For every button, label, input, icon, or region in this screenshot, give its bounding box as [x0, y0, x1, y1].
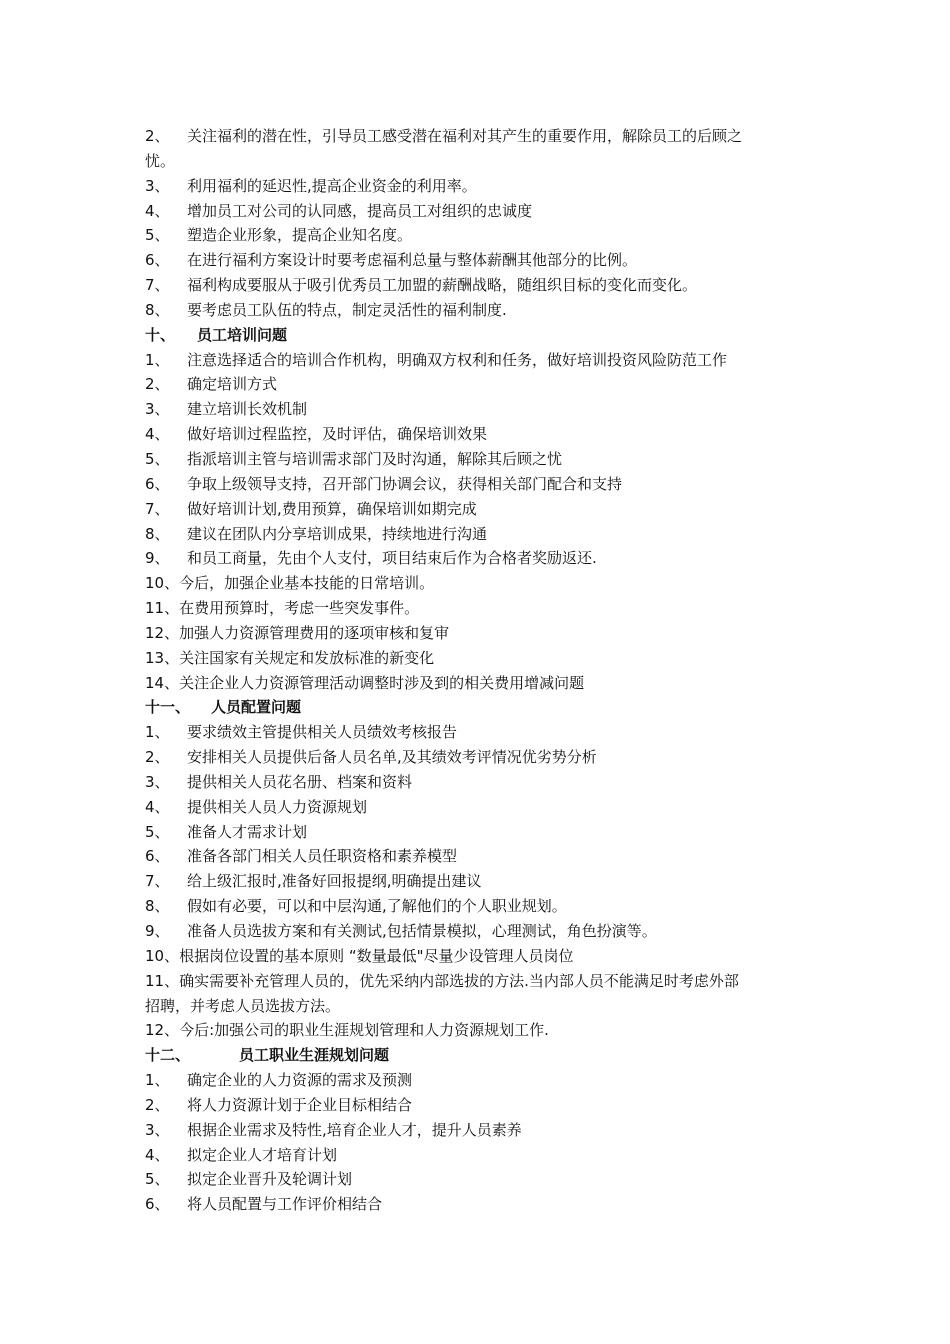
section-number: 十二、: [145, 1046, 191, 1065]
item-text: 将人员配置与工作评价相结合: [187, 1195, 383, 1214]
item-text: 要考虑员工队伍的特点，制定灵活性的福利制度.: [187, 300, 507, 319]
item-text: 今后:加强公司的职业生涯规划管理和人力资源规划工作.: [179, 1021, 549, 1040]
list-item: [145, 770, 810, 795]
item-text: 在费用预算时，考虑一些突发事件。: [179, 599, 420, 618]
item-number: 5、: [145, 822, 170, 841]
item-number: 4、: [145, 201, 170, 220]
item-text: 提供相关人员花名册、档案和资料: [187, 772, 413, 791]
list-item: [145, 174, 810, 199]
item-number: 11、: [145, 599, 180, 618]
item-number: 1、: [145, 1071, 170, 1090]
item-number: 9、: [145, 922, 170, 940]
item-text: 准备人才需求计划: [187, 822, 308, 841]
item-number: 9、: [145, 549, 170, 568]
list-item: [145, 646, 810, 671]
item-text: 拟定企业人才培育计划: [187, 1145, 338, 1164]
item-text: 假如有必要，可以和中层沟通,了解他们的个人职业规划。: [187, 897, 567, 916]
item-number: 1、: [145, 723, 170, 742]
section-heading-career: [145, 1043, 810, 1068]
list-item: [145, 497, 810, 522]
item-number: 7、: [145, 499, 170, 518]
list-item: [145, 422, 810, 447]
list-item: [145, 1143, 810, 1168]
item-number: 2、: [145, 127, 170, 145]
item-text: 确定企业的人力资源的需求及预测: [187, 1071, 413, 1090]
item-text: 根据企业需求及特性,培育企业人才，提升人员素养: [187, 1120, 522, 1139]
item-number: 3、: [145, 400, 170, 419]
item-number: 2、: [145, 1095, 170, 1114]
item-text: 关注国家有关规定和发放标准的新变化: [179, 648, 435, 667]
list-item: [145, 1192, 810, 1217]
list-item: [145, 869, 810, 894]
list-item: [145, 745, 810, 770]
item-number: 14、: [145, 673, 180, 692]
item-number: 3、: [145, 176, 170, 195]
item-number: 10、: [145, 574, 180, 593]
item-text: 给上级汇报时,准备好回报提纲,明确提出建议: [187, 872, 482, 891]
item-text: 塑造企业形象，提高企业知名度。: [187, 226, 413, 245]
list-item: [145, 944, 810, 969]
item-number: 4、: [145, 425, 170, 444]
section-title: 员工职业生涯规划问题: [239, 1046, 390, 1065]
item-text: 忧。: [145, 151, 176, 170]
item-number: 8、: [145, 524, 170, 543]
list-item-continuation: [145, 994, 810, 1019]
list-item: [145, 894, 810, 919]
item-number: 4、: [145, 1145, 170, 1164]
list-item-continuation: [145, 149, 810, 174]
item-number: 12、: [145, 623, 180, 642]
list-item: [145, 820, 810, 845]
item-number: 12、: [145, 1021, 180, 1040]
item-text: 指派培训主管与培训需求部门及时沟通，解除其后顾之忧: [187, 449, 563, 468]
item-number: 2、: [145, 375, 170, 394]
item-text: 加强人力资源管理费用的逐项审核和复审: [179, 623, 450, 642]
list-item: [145, 199, 810, 224]
item-text: 做好培训过程监控，及时评估，确保培训效果: [187, 425, 488, 444]
list-item: [145, 844, 810, 869]
list-item: [145, 372, 810, 397]
item-text: 增加员工对公司的认同感，提高员工对组织的忠诚度: [187, 201, 533, 220]
list-item: [145, 124, 810, 149]
list-item: [145, 546, 810, 571]
item-text: 确实需要补充管理人员的，优先采纳内部选拔的方法.当内部人员不能满足时考虑外部: [179, 971, 739, 990]
item-number: 3、: [145, 1120, 170, 1139]
list-item: [145, 472, 810, 497]
item-text: 准备各部门相关人员任职资格和素养模型: [187, 847, 458, 866]
item-text: 准备人员选拔方案和有关测试,包括情景模拟，心理测试，角色扮演等。: [187, 922, 657, 940]
item-number: 6、: [145, 474, 170, 493]
section-heading-training: [145, 323, 810, 348]
section-number: 十一、: [145, 698, 191, 717]
item-text: 要求绩效主管提供相关人员绩效考核报告: [187, 723, 458, 742]
list-item: [145, 596, 810, 621]
item-number: 13、: [145, 648, 180, 667]
item-number: 7、: [145, 872, 170, 891]
item-number: 1、: [145, 350, 170, 369]
item-text: 提供相关人员人力资源规划: [187, 797, 368, 816]
list-item: [145, 1068, 810, 1093]
item-number: 5、: [145, 449, 170, 468]
item-number: 7、: [145, 276, 170, 295]
item-text: 确定培训方式: [187, 375, 278, 394]
list-item: [145, 795, 810, 820]
list-item: [145, 348, 810, 373]
list-item: [145, 1093, 810, 1118]
list-item: [145, 720, 810, 745]
item-number: 5、: [145, 226, 170, 245]
item-text: 建立培训长效机制: [187, 400, 308, 419]
item-text: 注意选择适合的培训合作机构，明确双方权利和任务，做好培训投资风险防范工作: [187, 350, 728, 369]
item-text: 争取上级领导支持，召开部门协调会议，获得相关部门配合和支持: [187, 474, 623, 493]
item-text: 和员工商量，先由个人支付，项目结束后作为合格者奖励返还.: [187, 549, 597, 568]
item-text: 根据岗位设置的基本原则 “数量最低"尽量少设管理人员岗位: [179, 946, 574, 965]
item-number: 11、: [145, 971, 180, 990]
list-item: [145, 1118, 810, 1143]
item-text: 安排相关人员提供后备人员名单,及其绩效考评情况优劣势分析: [187, 748, 597, 767]
list-item: [145, 1018, 810, 1043]
item-text: 关注福利的潜在性，引导员工感受潜在福利对其产生的重要作用，解除员工的后顾之: [187, 127, 743, 145]
item-text: 招聘，并考虑人员选拔方法。: [145, 996, 341, 1015]
item-number: 5、: [145, 1170, 170, 1189]
list-item: [145, 621, 810, 646]
item-number: 6、: [145, 1195, 170, 1214]
item-text: 福利构成要服从于吸引优秀员工加盟的薪酬战略，随组织目标的变化而变化。: [187, 276, 698, 295]
list-item: [145, 919, 810, 944]
item-text: 今后，加强企业基本技能的日常培训。: [179, 574, 435, 593]
list-item: [145, 298, 810, 323]
list-item: [145, 223, 810, 248]
list-item: [145, 671, 810, 696]
item-text: 做好培训计划,费用预算，确保培训如期完成: [187, 499, 477, 518]
item-text: 在进行福利方案设计时要考虑福利总量与整体薪酬其他部分的比例。: [187, 251, 638, 270]
item-text: 利用福利的延迟性,提高企业资金的利用率。: [187, 176, 477, 195]
item-number: 4、: [145, 797, 170, 816]
item-number: 10、: [145, 946, 180, 965]
item-number: 3、: [145, 772, 170, 791]
section-title: 员工培训问题: [197, 325, 288, 344]
list-item: [145, 969, 810, 994]
item-text: 将人力资源计划于企业目标相结合: [187, 1095, 413, 1114]
list-item: [145, 522, 810, 547]
item-number: 6、: [145, 251, 170, 270]
list-item: [145, 397, 810, 422]
list-item: [145, 248, 810, 273]
list-item: [145, 1167, 810, 1192]
item-number: 6、: [145, 847, 170, 866]
item-text: 关注企业人力资源管理活动调整时涉及到的相关费用增减问题: [179, 673, 585, 692]
section-number: 十、: [145, 325, 176, 344]
item-number: 2、: [145, 748, 170, 767]
section-heading-staffing: [145, 695, 810, 720]
item-number: 8、: [145, 300, 170, 319]
list-item: [145, 447, 810, 472]
list-item: [145, 273, 810, 298]
document-body: [145, 124, 810, 1217]
item-text: 建议在团队内分享培训成果，持续地进行沟通: [187, 524, 488, 543]
list-item: [145, 571, 810, 596]
item-number: 8、: [145, 897, 170, 916]
item-text: 拟定企业晋升及轮调计划: [187, 1170, 353, 1189]
section-title: 人员配置问题: [211, 698, 302, 717]
